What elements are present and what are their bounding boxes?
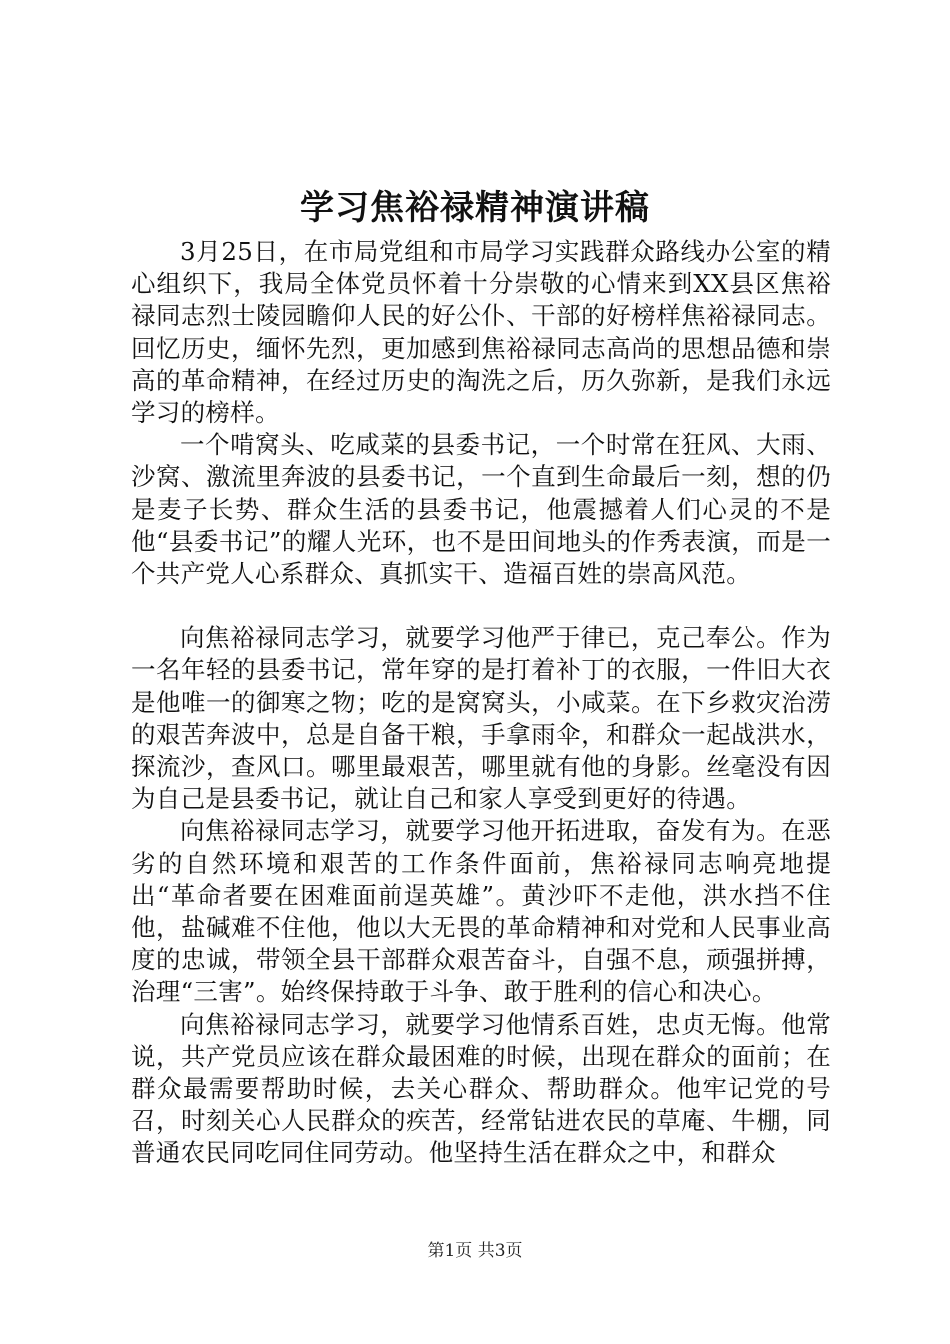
document-body: [131, 236, 831, 1170]
paragraph-1: 3月25日，在市局党组和市局学习实践群众路线办公室的精心组织下，我局全体党员怀着十分崇敬的心情来到XX县区焦裕禄同志烈士陵园瞻仰人民的好公仆、干部的好榜样焦裕禄同志。回忆历史，缅怀先烈，更加感到焦裕禄同志高尚的思想品德和崇高的革命精神，在经过历史的淘洗之后，历久弥新，是我们永远学习的榜样。: [131, 237, 831, 428]
page-number-footer: 第1页 共3页: [427, 1241, 523, 1261]
paragraph-5: 向焦裕禄同志学习，就要学习他情系百姓，忠贞无悔。他常说，共产党员应该在群众最困难的时候，出现在群众的面前；在群众最需要帮助时候，去关心群众、帮助群众。他牢记党的号召，时刻关心人民群众的疾苦，经常钻进农民的草庵、牛棚，同普通农民同吃同住同劳动。他坚持生活在群众之中，和群众: [131, 1009, 831, 1168]
paragraph-gap: [131, 590, 831, 622]
paragraph-4: 向焦裕禄同志学习，就要学习他开拓进取，奋发有为。在恶劣的自然环境和艰苦的工作条件面前，焦裕禄同志响亮地提出“革命者要在困难面前逞英雄”。黄沙吓不走他，洪水挡不住他，盐碱难不住他，他以大无畏的革命精神和对党和人民事业高度的忠诚，带领全县干部群众艰苦奋斗，自强不息，顽强拼搏，治理“三害”。始终保持敢于斗争、敢于胜利的信心和决心。: [131, 816, 831, 1007]
paragraph-2: 一个啃窝头、吃咸菜的县委书记，一个时常在狂风、大雨、沙窝、激流里奔波的县委书记，一个直到生命最后一刻，想的仍是麦子长势、群众生活的县委书记，他震撼着人们心灵的不是他“县委书记”的耀人光环，也不是田间地头的作秀表演，而是一个共产党人心系群众、真抓实干、造福百姓的崇高风范。: [131, 430, 831, 589]
paragraph-3: 向焦裕禄同志学习，就要学习他严于律已，克己奉公。作为一名年轻的县委书记，常年穿的是打着补丁的衣服，一件旧大衣是他唯一的御寒之物；吃的是窝窝头，小咸菜。在下乡救灾治涝的艰苦奔波中，总是自备干粮，手拿雨伞，和群众一起战洪水，探流沙，查风口。哪里最艰苦，哪里就有他的身影。丝毫没有因为自己是县委书记，就让自己和家人享受到更好的待遇。: [131, 623, 831, 814]
document-title: 学习焦裕禄精神演讲稿: [300, 188, 650, 228]
